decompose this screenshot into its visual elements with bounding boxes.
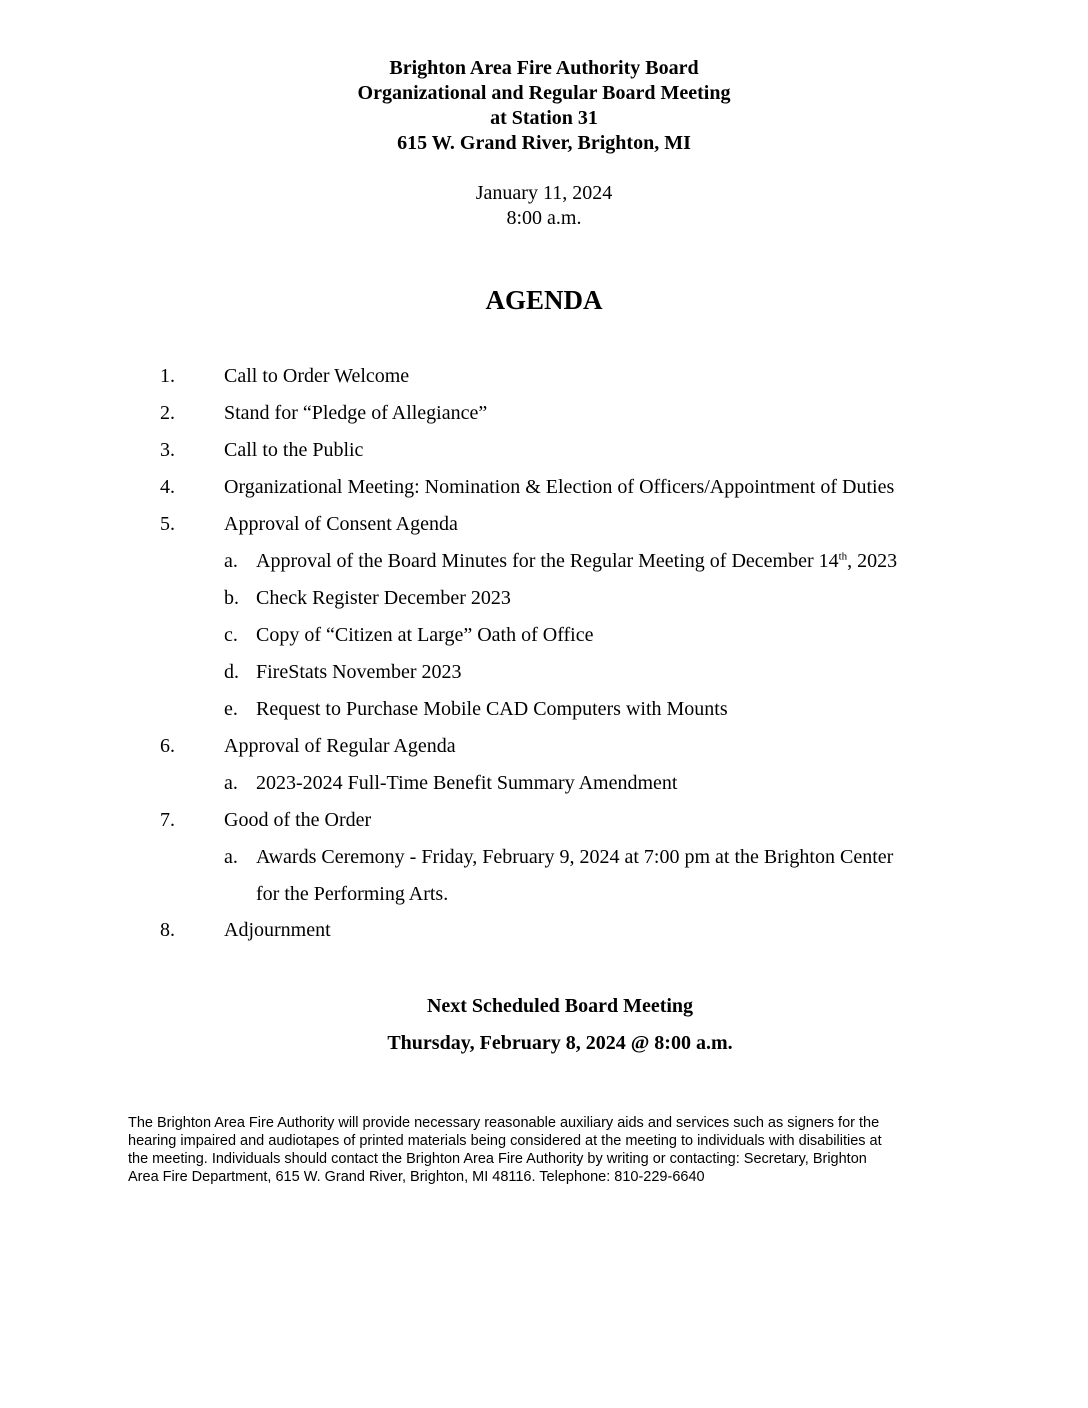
item-text: Approval of Regular Agenda [224, 735, 456, 757]
agenda-subitem-continuation [0, 880, 1088, 916]
agenda-list [0, 362, 1088, 953]
item-text: Organizational Meeting: Nomination & Election of Officers/Appointment of Duties [224, 476, 895, 498]
item-number: 4. [160, 476, 175, 498]
agenda-subitem [0, 843, 1088, 880]
subitem-text-main: Approval of the Board Minutes for the Regular Meeting of December 14 [256, 550, 839, 572]
subitem-letter: c. [224, 624, 238, 646]
board-name: Brighton Area Fire Authority Board [389, 57, 699, 79]
agenda-subitem [0, 621, 1088, 658]
subitem-letter: b. [224, 587, 239, 609]
item-number: 3. [160, 439, 175, 461]
ordinal-suffix: th [838, 550, 848, 563]
item-number: 5. [160, 513, 175, 535]
meeting-type: Organizational and Regular Board Meeting [357, 82, 731, 104]
subitem-letter: e. [224, 698, 238, 720]
agenda-item [0, 510, 1088, 547]
next-meeting-label: Next Scheduled Board Meeting [426, 995, 694, 1017]
agenda-item [0, 473, 1088, 510]
item-text: Call to Order Welcome [224, 365, 410, 387]
agenda-subitem [0, 695, 1088, 732]
meeting-datetime [0, 181, 1088, 231]
item-number: 8. [160, 919, 175, 941]
next-meeting-block [0, 988, 1088, 1062]
agenda-item [0, 806, 1088, 843]
subitem-text: Copy of “Citizen at Large” Oath of Office [256, 624, 594, 646]
agenda-subitem [0, 658, 1088, 695]
item-number: 7. [160, 809, 175, 831]
item-number: 1. [160, 365, 175, 387]
item-text: Call to the Public [224, 439, 364, 461]
meeting-address: 615 W. Grand River, Brighton, MI [397, 132, 691, 154]
subitem-text: Awards Ceremony - Friday, February 9, 2024 at 7:00 pm at the Brighton Center [256, 846, 894, 868]
agenda-title: AGENDA [485, 285, 603, 315]
agenda-item [0, 436, 1088, 473]
subitem-text-continued: for the Performing Arts. [256, 883, 449, 905]
item-text: Stand for “Pledge of Allegiance” [224, 402, 488, 424]
subitem-letter: d. [224, 661, 239, 683]
agenda-item [0, 362, 1088, 399]
item-number: 2. [160, 402, 175, 424]
meeting-time: 8:00 a.m. [506, 207, 582, 229]
agenda-item [0, 916, 1088, 953]
document-header [0, 56, 1088, 156]
subitem-text: Request to Purchase Mobile CAD Computers with Mounts [256, 698, 728, 720]
subitem-text [256, 547, 897, 575]
meeting-location: at Station 31 [490, 107, 598, 129]
agenda-subitem [0, 769, 1088, 806]
agenda-item [0, 732, 1088, 769]
agenda-subitem [0, 584, 1088, 621]
item-text: Approval of Consent Agenda [224, 513, 458, 535]
accessibility-notice: The Brighton Area Fire Authority will provide necessary reasonable auxiliary aids and services such as signers for the hearing impaired and audiotapes of printed materials being considered at the meeting to individuals with disabilities at the meeting. Individuals should contact the Brighton Area Fire Authority by writing or contacting: Secretary, Brighton Area Fire Department, 615 W. Grand River, Brighton, MI 48116. Telephone: 810-229-6640 [128, 1115, 882, 1185]
subitem-text-year: , 2023 [847, 550, 898, 572]
subitem-letter: a. [224, 846, 238, 868]
subitem-text: 2023-2024 Full-Time Benefit Summary Amendment [256, 772, 678, 794]
subitem-text: FireStats November 2023 [256, 661, 462, 683]
subitem-text: Check Register December 2023 [256, 587, 511, 609]
item-text: Adjournment [224, 919, 331, 941]
agenda-subitem [0, 547, 1088, 584]
subitem-letter: a. [224, 550, 238, 572]
item-number: 6. [160, 735, 175, 757]
next-meeting-date: Thursday, February 8, 2024 @ 8:00 a.m. [387, 1032, 733, 1054]
agenda-item [0, 399, 1088, 436]
subitem-letter: a. [224, 772, 238, 794]
item-text: Good of the Order [224, 809, 372, 831]
meeting-date: January 11, 2024 [475, 182, 613, 204]
